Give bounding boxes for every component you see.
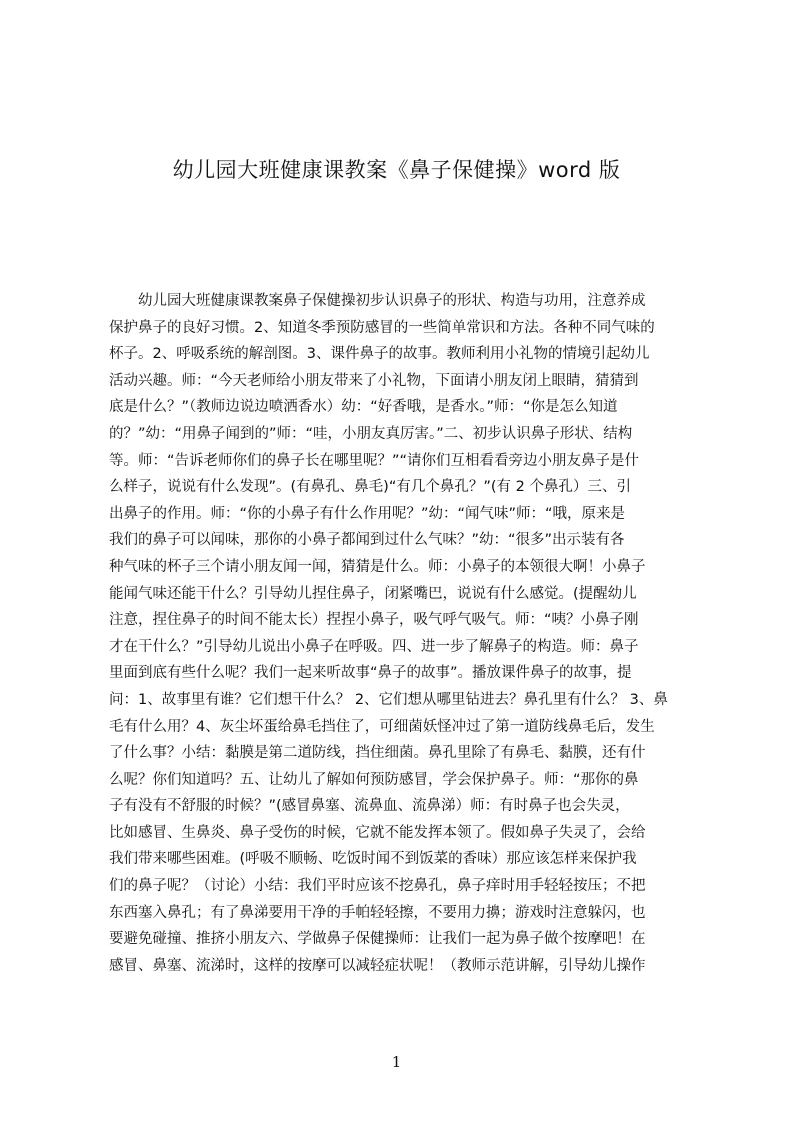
body-line: 了什么事？小结：黏膜是第二道防线，挡住细菌。鼻孔里除了有鼻毛、黏膜，还有什 bbox=[109, 745, 646, 762]
document-body bbox=[109, 288, 699, 978]
body-line: 毛有什么用？4、灰尘坏蛋给鼻毛挡住了，可细菌妖怪冲过了第一道防线鼻毛后，发生 bbox=[109, 718, 655, 735]
body-line: 保护鼻子的良好习惯。2、知道冬季预防感冒的一些简单常识和方法。各种不同气味的 bbox=[109, 319, 655, 336]
page-number: 1 bbox=[391, 1053, 402, 1071]
body-line: 么呢？你们知道吗？五、让幼儿了解如何预防感冒，学会保护鼻子。师：“那你的鼻 bbox=[109, 771, 639, 788]
body-line: 我们的鼻子可以闻味，那你的小鼻子都闻到过什么气味？”幼：“很多”出示装有各 bbox=[109, 532, 625, 549]
body-line: 底是什么？”（教师边说边喷洒香水）幼：“好香哦，是香水。”师：“你是怎么知道 bbox=[109, 399, 618, 416]
body-line: 么样子，说说有什么发现”。(有鼻孔、鼻毛)“有几个鼻孔？”(有 2 个鼻孔）三、引 bbox=[109, 479, 631, 496]
body-line: 出鼻子的作用。师：“你的小鼻子有什么作用呢？”幼：“闻气味”师：“哦，原来是 bbox=[109, 505, 626, 522]
body-line: 才在干什么？”引导幼儿说出小鼻子在呼吸。四、进一步了解鼻子的构造。师：鼻子 bbox=[109, 638, 639, 655]
body-line: 东西塞入鼻孔；有了鼻涕要用干净的手帕轻轻擦，不要用力擤；游戏时注意躲闪，也 bbox=[109, 904, 646, 921]
body-line: 感冒、鼻塞、流涕时，这样的按摩可以减轻症状呢！（教师示范讲解，引导幼儿操作 bbox=[109, 957, 646, 974]
body-line: 的？”幼：“用鼻子闻到的”师：“哇，小朋友真厉害。”二、初步认识鼻子形状、结构 bbox=[109, 425, 633, 442]
body-line: 等。师：“告诉老师你们的鼻子长在哪里呢？”“请你们互相看看旁边小朋友鼻子是什 bbox=[109, 452, 640, 469]
body-line: 活动兴趣。师：“今天老师给小朋友带来了小礼物，下面请小朋友闭上眼睛，猜猜到 bbox=[109, 372, 639, 389]
document-title: 幼儿园大班健康课教案《鼻子保健操》word 版 bbox=[172, 158, 621, 183]
body-line: 要避免碰撞、推挤小朋友六、学做鼻子保健操师：让我们一起为鼻子做个按摩吧！在 bbox=[109, 931, 646, 948]
body-line: 幼儿园大班健康课教案鼻子保健操初步认识鼻子的形状、构造与功用，注意养成 bbox=[109, 293, 646, 309]
body-line: 比如感冒、生鼻炎、鼻子受伤的时候，它就不能发挥本领了。假如鼻子失灵了，会给 bbox=[109, 824, 646, 841]
body-line: 能闻气味还能干什么？引导幼儿捏住鼻子，闭紧嘴巴，说说有什么感觉。(提醒幼儿 bbox=[109, 585, 637, 602]
body-line: 种气味的杯子三个请小朋友闻一闻，猜猜是什么。师：小鼻子的本领很大啊！小鼻子 bbox=[109, 558, 646, 575]
body-line: 子有没有不舒服的时候？”(感冒鼻塞、流鼻血、流鼻涕）师：有时鼻子也会失灵， bbox=[109, 798, 630, 815]
body-line: 注意，捏住鼻子的时间不能太长）捏捏小鼻子，吸气呼气吸气。师：“咦？小鼻子刚 bbox=[109, 612, 639, 629]
body-line: 问：1、故事里有谁？它们想干什么？ 2、它们想从哪里钻进去？鼻孔里有什么？ 3、鼻 bbox=[109, 691, 668, 708]
body-line: 们的鼻子呢？（讨论）小结：我们平时应该不挖鼻孔，鼻子痒时用手轻轻按压；不把 bbox=[109, 878, 646, 895]
body-line: 杯子。2、呼吸系统的解剖图。3、课件鼻子的故事。教师利用小礼物的情境引起幼儿 bbox=[109, 346, 650, 363]
body-line: 我们带来哪些困难。(呼吸不顺畅、吃饭时闻不到饭菜的香味）那应该怎样来保护我 bbox=[109, 851, 637, 868]
body-line: 里面到底有些什么呢？我们一起来听故事“鼻子的故事”。播放课件鼻子的故事，提 bbox=[109, 665, 632, 682]
